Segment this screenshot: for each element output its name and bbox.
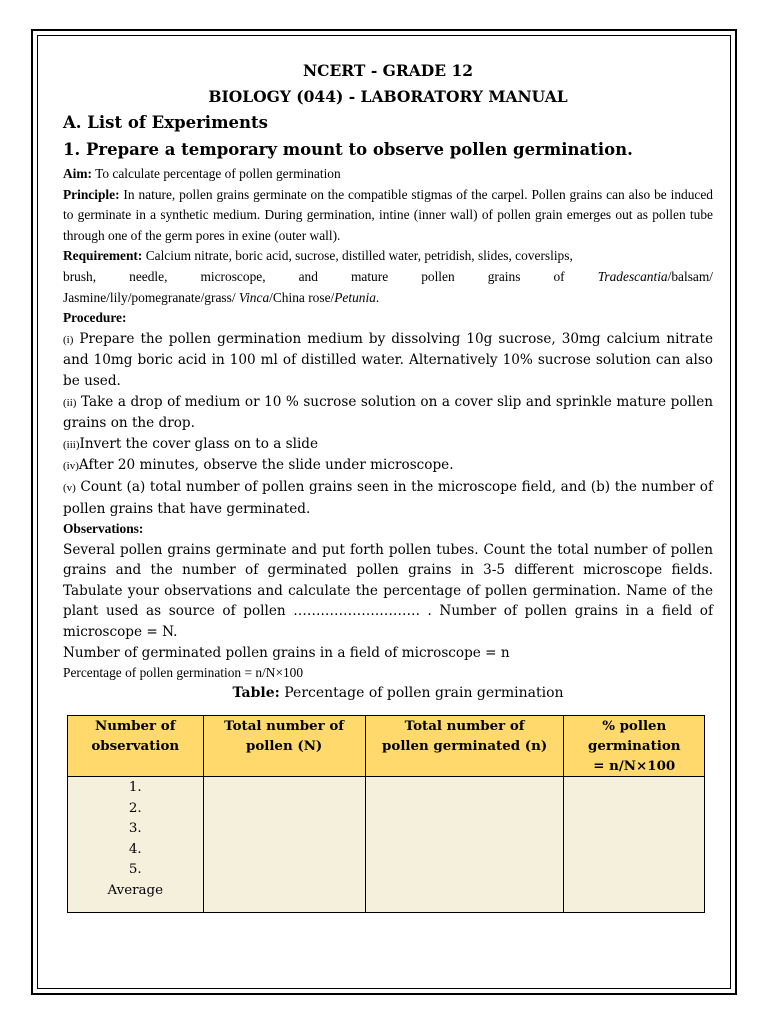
header-text: germination — [587, 738, 681, 754]
section-title: A. List of Experiments — [63, 113, 268, 132]
requirement-tradescantia: Tradescantia — [597, 268, 668, 284]
header-text: pollen (N) — [245, 738, 323, 754]
procedure-step-3 — [63, 434, 713, 456]
procedure-step-4 — [63, 455, 713, 477]
pollen-germination-table — [67, 715, 705, 913]
step-number: (i) — [63, 333, 74, 346]
requirement-text-3a: Jasmine/lily/pomegranate/grass/ — [63, 289, 239, 305]
step-number: (v) — [63, 481, 76, 494]
requirement-text-3c: /China rose/ — [269, 289, 335, 305]
row-label: 5. — [128, 862, 142, 878]
header-text: pollen germinated (n) — [382, 738, 548, 754]
table-caption-label: Table: — [232, 684, 280, 701]
requirement-text-3e: . — [375, 289, 380, 305]
total-pollen-cell — [203, 777, 365, 913]
pollen-germinated-cell — [365, 777, 564, 913]
document-body — [63, 58, 713, 703]
requirement-label: Requirement: — [63, 248, 143, 264]
header-line-1: NCERT - GRADE 12 — [302, 61, 474, 80]
formula-line: Percentage of pollen germination = n/N×100 — [63, 665, 304, 681]
header-number-of-observation — [68, 716, 204, 777]
procedure-step-1 — [63, 329, 713, 392]
requirement-line-3 — [63, 288, 713, 309]
percent-germination-cell — [564, 777, 705, 913]
procedure-label: Procedure: — [63, 310, 127, 326]
procedure-step-5 — [63, 477, 713, 519]
header-text: = n/N×100 — [593, 758, 676, 774]
principle-text: In nature, pollen grains germinate on the compatible stigmas of the carpel. Pollen grains can also be induced to germinate in a synthetic medium. During germination, intine (inner wall) of pollen grain emerges out as pollen tube through one of the germ pores in exine (outer wall). — [63, 186, 713, 243]
table-caption-text: Percentage of pollen grain germination — [279, 684, 564, 701]
principle-paragraph — [63, 185, 713, 247]
header-text: Number of — [95, 718, 176, 734]
header-text: Total number of — [404, 718, 525, 734]
row-label: 3. — [128, 821, 142, 837]
step-number: (iii) — [63, 438, 80, 451]
experiment-title: 1. Prepare a temporary mount to observe pollen germination. — [63, 140, 633, 159]
row-label: Average — [107, 882, 163, 898]
step-number: (ii) — [63, 396, 77, 409]
requirement-vinca: Vinca — [238, 289, 270, 305]
procedure-step-2 — [63, 392, 713, 434]
step-text: Take a drop of medium or 10 % sucrose solution on a cover slip and sprinkle mature pollen grains on the drop. — [63, 393, 713, 432]
requirement-text-1: Calcium nitrate, boric acid, sucrose, distilled water, petridish, slides, coverslips, — [142, 248, 573, 264]
observations-label: Observations: — [63, 521, 144, 537]
requirement-line-2 — [63, 267, 713, 288]
step-text: Count (a) total number of pollen grains seen in the microscope field, and (b) the number of pollen grains that have germinated. — [63, 478, 713, 517]
step-text: After 20 minutes, observe the slide under microscope. — [78, 457, 454, 474]
header-text: observation — [91, 738, 180, 754]
table-header-row — [68, 716, 705, 777]
row-label: 2. — [128, 800, 142, 816]
row-label: 1. — [128, 780, 142, 795]
aim-text: To calculate percentage of pollen germination — [92, 166, 341, 181]
observation-number-cell — [68, 777, 204, 913]
aim-label: Aim: — [63, 166, 93, 181]
observations-paragraph: Several pollen grains germinate and put forth pollen tubes. Count the total number of pollen grains and the number of germinated pollen grains in 3-5 different microscope fields. Tabulate your observations and calculate the percentage of pollen germination. Name of the plant used as source of pollen ………………………. . Number of pollen grains in a field of microscope = N. — [63, 541, 713, 641]
header-total-pollen — [203, 716, 365, 777]
header-line-2: BIOLOGY (044) - LABORATORY MANUAL — [208, 87, 568, 106]
header-pollen-germinated — [365, 716, 564, 777]
aim-paragraph — [63, 164, 713, 185]
step-text: Prepare the pollen germination medium by dissolving 10g sucrose, 30mg calcium nitrate and 10mg boric acid in 100 ml of distilled water. Alternatively 10% sucrose solution can also be used. — [63, 330, 713, 389]
requirement-text-2c: /balsam/ — [667, 268, 713, 284]
header-percent-germination — [564, 716, 705, 777]
principle-label: Principle: — [63, 186, 120, 202]
table-row — [68, 777, 705, 913]
requirement-text-2a: brush, needle, microscope, and mature pollen grains of — [63, 268, 598, 284]
header-text: Total number of — [224, 718, 345, 734]
row-label: 4. — [128, 841, 142, 857]
table-caption — [63, 684, 713, 703]
requirement-petunia: Petunia — [334, 289, 376, 305]
header-text: % pollen — [602, 718, 667, 734]
step-number: (iv) — [63, 460, 79, 473]
requirement-paragraph — [63, 246, 713, 267]
step-text: Invert the cover glass on to a slide — [79, 435, 319, 452]
germinated-pollen-line: Number of germinated pollen grains in a field of microscope = n — [63, 644, 510, 661]
